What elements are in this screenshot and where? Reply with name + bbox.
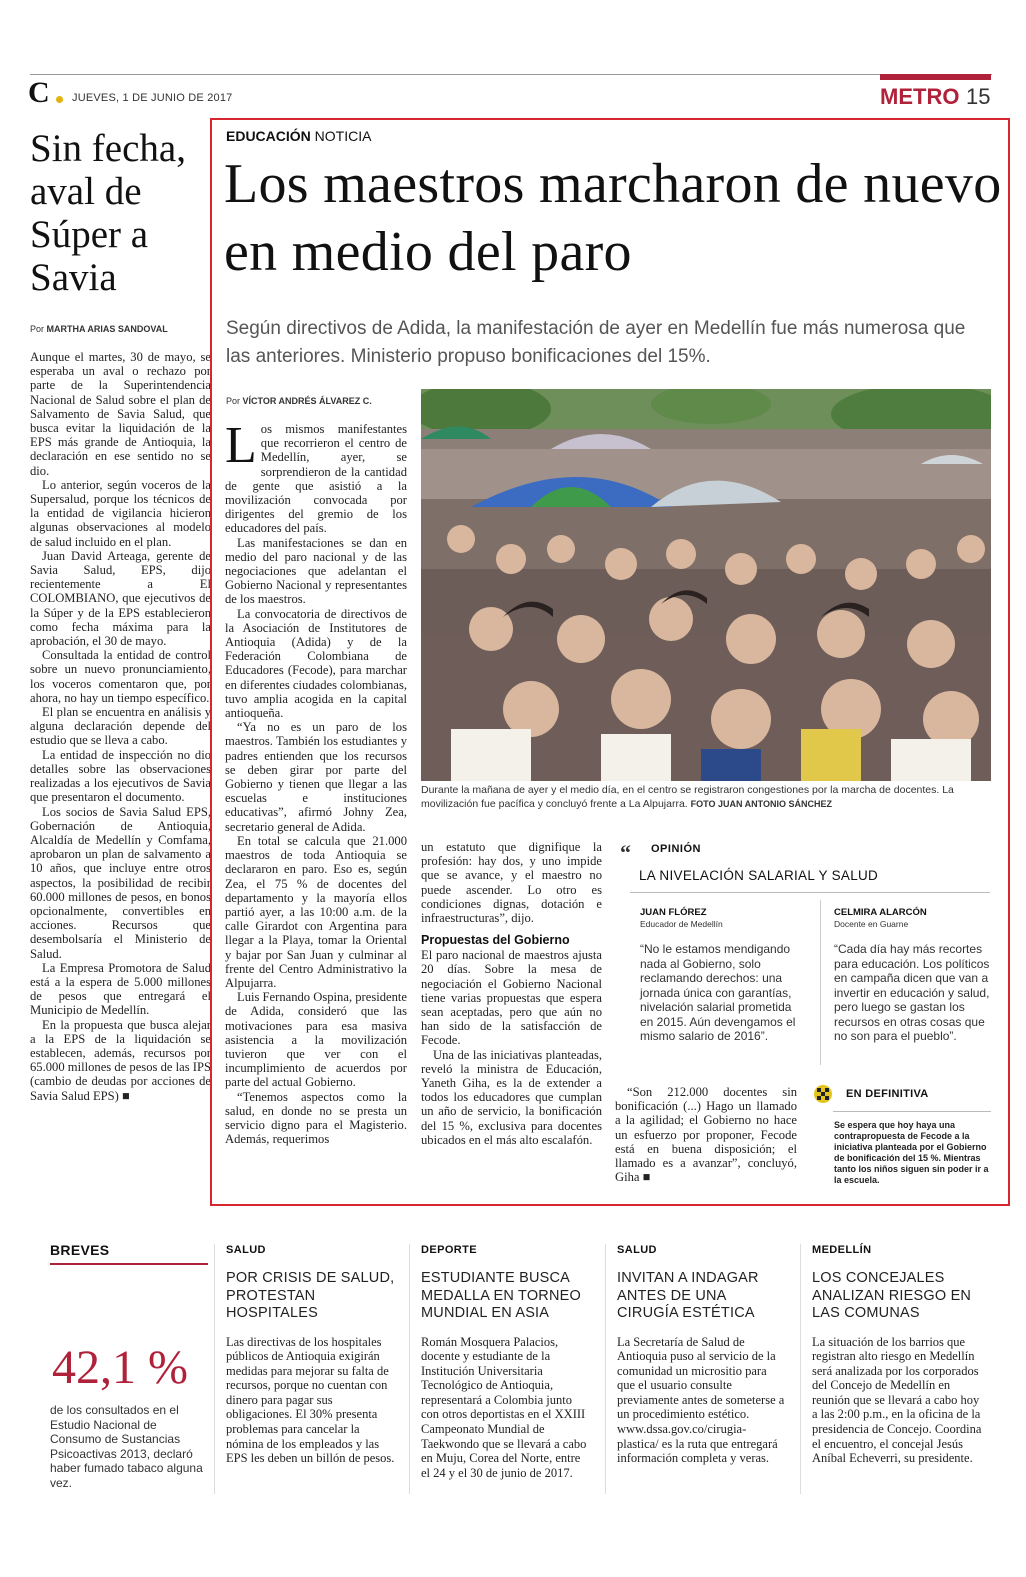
protest-photo [421, 389, 991, 781]
paragraph: “Ya no es un paro de los maestros. También los estudiantes y padres entienden que los recursos se deben girar por parte del Gobierno y tienen que llegar a las escuelas e instituciones educativas”, afirmó Johny Zea, secretario general de Adida. [225, 720, 407, 834]
crowd-image [421, 389, 991, 781]
column-divider [214, 1244, 215, 1494]
paragraph: La Empresa Promotora de Salud está a la espera de 5.000 millones de pesos que entregará el Municipio de Medellín. [30, 960, 211, 1018]
drop-cap: L [225, 417, 257, 474]
brief-section: MEDELLÍN [812, 1244, 872, 1256]
paragraph: En total se calcula que 21.000 maestros de toda Antioquia se declararon en paro. Eso es, según Zea, el 75 % de docentes del departamento y la mayoría ellos partió ayer, a las 10:00 a.m. de la calle Girardot con Argentina para llegar a la Playa, tomar la Oriental y bajar por San Juan y culminar al frente del Centro Administrativo la Alpujarra. [225, 833, 407, 990]
breves-stat-text: de los consultados en el Estudio Nacional de Consumo de Sustancias Psicoactivas 2013, declaró haber fumado tabaco alguna vez. [50, 1403, 203, 1490]
paragraph: un estatuto que dignifique la profesión: hay dos, y uno impide que se avance, y el maestro no puede ascender. Lo otro es condiciones dignas, dotación e infraestructuras”, dijo. [421, 840, 602, 926]
brief-title: INVITAN A INDAGAR ANTES DE UNA CIRUGÍA ESTÉTICA [617, 1270, 759, 1321]
paragraph: Los mismos manifestantes que recorrieron el centro de Medellín, ayer, se sorprendieron de la cantidad de gente que asistió a la movilización convocada por dirigentes del gremio de los educadores del país. [225, 417, 407, 536]
brief-text: Román Mosquera Palacios, docente y estudiante de la Institución Universitaria Tecnológico de Antioquia, representará a Colombia junto con otros deportistas en el XXIII Campeonato Mundial de Taekwondo que se llevará a cabo en Muju, Corea del Norte, entre el 24 y el 30 de junio de 2017. [421, 1334, 587, 1480]
left-article-byline: Por MARTHA ARIAS SANDOVAL [30, 324, 168, 334]
paragraph: La entidad de inspección no dio detalles sobre las observaciones realizadas a los ejecutivos de Savia que presentaron el documento. [30, 747, 211, 805]
logo-dot [56, 96, 63, 103]
column-divider [409, 1244, 410, 1494]
paragraph: Lo anterior, según voceros de la Supersalud, porque los técnicos de la entidad de vigilancia hicieron algunas observaciones al modelo de salud incluido en el plan. [30, 477, 211, 549]
breves-stat: 42,1 % [52, 1341, 188, 1394]
paragraph: En la propuesta que busca alejar a la EPS de la liquidación se establecen, además, recursos por 65.000 millones de pesos de las IPS (cambio de deudas por acciones de Savia Salud EPS) ■ [30, 1017, 211, 1103]
definitiva-rule [833, 1111, 991, 1112]
newspaper-logo: C [28, 76, 50, 109]
brief-item [812, 1244, 982, 1466]
left-article-headline: Sin fecha, aval de Súper a Savia [30, 127, 186, 299]
opinion-author: JUAN FLÓREZ [640, 907, 707, 918]
main-headline: Los maestros marcharon de nuevo en medio del paro [224, 153, 1002, 284]
paragraph: Las manifestaciones se dan en medio del paro nacional y de las negociaciones que adelantan el Gobierno Nacional y representantes de los maestros. [225, 535, 407, 607]
column-divider [800, 1244, 801, 1494]
paragraph: Consultada la entidad de control sobre un nuevo pronunciamiento, los voceros comentaron que, por ahora, no hay un tiempo específico. [30, 648, 211, 705]
brief-text: La Secretaría de Salud de Antioquia puso al servicio de la comunidad un micrositio para que el usuario consulte previamente antes de someterse a un procedimiento estético. www.dssa.gov.co/cirugia-plastica/ es la ruta que entregará información completa y veras. [617, 1334, 785, 1466]
page-number: 15 [966, 84, 991, 109]
paragraph: Juan David Arteaga, gerente de Savia Salud, EPS, dijo recientemente a El COLOMBIANO, que ejecutivos de la Súper y de la EPS establecieron como fecha máxima para la aprobación, el 30 de mayo. [30, 548, 211, 649]
main-byline: Por VÍCTOR ANDRÉS ÁLVAREZ C. [226, 396, 372, 406]
opinion-rule [630, 892, 990, 893]
paragraph: Luis Fernando Ospina, presidente de Adida, consideró que las motivaciones para esa masiva asistencia a la movilización tuvieron que ver con el incumplimiento de acuerdos por parte del actual Gobierno. [225, 990, 407, 1090]
brief-section: DEPORTE [421, 1244, 477, 1256]
paragraph: El plan se encuentra en análisis y alguna declaración depende del estudio que se lleva a cabo. [30, 705, 211, 748]
column-divider [605, 1244, 606, 1494]
brief-section: SALUD [617, 1244, 657, 1256]
brief-title: LOS CONCEJALES ANALIZAN RIESGO EN LAS COMUNAS [812, 1270, 972, 1321]
breves-rule [50, 1263, 208, 1265]
definitiva-label: EN DEFINITIVA [846, 1088, 929, 1100]
article-kicker: EDUCACIÓN NOTICIA [226, 128, 372, 144]
definitiva-text: Se espera que hoy haya una contrapropuesta de Fecode a la iniciativa planteada por el Gobierno de bonificación del 15 %. Mientras tanto los niños siguen sin poder ir a la escuela. [834, 1120, 989, 1185]
brief-title: POR CRISIS DE SALUD, PROTESTAN HOSPITALES [226, 1270, 395, 1321]
opinion-quote: “No le estamos mendigando nada al Gobierno, solo reclamando derechos: una jornada única con garantías, nivelación salarial prometida en 2015. Aún devengamos el mismo salario de 2016”. [640, 942, 796, 1043]
paragraph: “Tenemos aspectos como la salud, en donde no se presta un servicio digno para el Magisterio. Además, requerimos [225, 1089, 407, 1147]
opinion-quote: “Cada día hay más recortes para educación. Los políticos en campaña dicen que van a invertir en educación y salud, pero luego se gastan los recursos en otras cosas que no son para el pueblo”. [834, 942, 990, 1043]
brief-item [421, 1244, 591, 1480]
paragraph: Los socios de Savia Salud EPS, Gobernación de Antioquia, Alcaldía de Medellín y Comfama, aprobaron un plan de salvamento a 10 años, que incluye entre otros aspectos, la posibilidad de recibir 60.000 millones de pesos, en bonos opcionalmente, convertibles en acciones. Recursos que desembolsaría el Ministerio de Salud. [30, 804, 211, 961]
brief-title: ESTUDIANTE BUSCA MEDALLA EN TORNEO MUNDIAL EN ASIA [421, 1270, 581, 1321]
brief-item [617, 1244, 787, 1466]
opinion-role: Docente en Guarne [834, 919, 909, 929]
header-rule [30, 74, 992, 75]
main-column-3 [615, 1085, 797, 1184]
main-column-2 [421, 840, 602, 1147]
photo-caption: Durante la mañana de ayer y el medio día, en el centro se registraron congestiones por la marcha de docentes. La movilización fue pacífica y concluyó frente a La Alpujarra. FOTO JUAN ANTONIO SÁNCHEZ [421, 784, 954, 810]
opinion-divider [820, 900, 821, 1065]
opinion-author: CELMIRA ALARCÓN [834, 907, 927, 918]
paragraph: Una de las iniciativas planteadas, reveló la ministra de Educación, Yaneth Giha, es la de extender a todos los educadores que cumplan un año de servicio, la bonificación del 15 %, exclusiva para docentes ubicados en el más alto escalafón. [421, 1047, 602, 1147]
brief-item [226, 1244, 396, 1466]
opinion-role: Educador de Medellín [640, 919, 723, 929]
paragraph: La convocatoria de directivos de la Asociación de Institutores de Antioquia (Adida) y de la Federación Colombiana de Educadores (Fecode), para marchar en diferentes ciudades colombianas, tuvo amplia acogida en la capital antioqueña. [225, 606, 407, 721]
definitiva-icon [813, 1084, 833, 1104]
brief-text: La situación de los barrios que registran alto riesgo en Medellín será analizada por los corporados del Concejo de Medellín en reunión que se llevará a cabo hoy a las 2:00 p.m., en la oficina de la presidencia de Concejo. Coordina el encuentro, el concejal Jesús Aníbal Echeverri, su presidente. [812, 1334, 982, 1466]
paragraph: “Son 212.000 docentes sin bonificación (...) Hago un llamado a la agilidad; el Gobierno no hace un esfuerzo por proponer, Fecode está en buena disposición; el llamado es a avanzar”, concluyó, Giha ■ [615, 1085, 797, 1185]
article-deck: Según directivos de Adida, la manifestación de ayer en Medellín fue más numerosa que las anteriores. Ministerio propuso bonificaciones del 15%. [226, 318, 966, 367]
brief-text: Las directivas de los hospitales públicos de Antioquia exigirán medidas para mejorar su falta de recursos, porque no cuentan con dinero para pagar sus obligaciones. El 30% presenta problemas para cancelar la nómina de los empleados y las EPS les deben un billón de pesos. [226, 1334, 395, 1466]
section-name: METRO [880, 84, 960, 109]
quote-icon: “ [620, 840, 631, 865]
paragraph: El paro nacional de maestros ajusta 20 días. Sobre la mesa de negociación el Gobierno Nacional tiene varias propuestas que espera sean aceptadas, pero que aún no han sido de la satisfacción de Fecode. [421, 948, 602, 1048]
paragraph: Aunque el martes, 30 de mayo, se esperaba un aval o rechazo por parte de la Superintendencia Nacional de Salud sobre el plan de Salvamento de Savia Salud, que busca evitar la liquidación de la EPS más grande de Antioquia, la declaración en ese sentido no se dio. [30, 350, 211, 478]
issue-date: JUEVES, 1 DE JUNIO DE 2017 [72, 92, 233, 104]
opinion-title: LA NIVELACIÓN SALARIAL Y SALUD [639, 868, 879, 883]
section-bar [880, 74, 991, 80]
left-article-body [30, 350, 211, 1103]
brief-section: SALUD [226, 1244, 266, 1256]
photo-credit: FOTO JUAN ANTONIO SÁNCHEZ [690, 798, 832, 809]
opinion-label: OPINIÓN [651, 843, 701, 855]
breves-label: BREVES [50, 1242, 110, 1258]
subheading: Propuestas del Gobierno [421, 933, 570, 948]
main-column-1 [225, 417, 407, 1147]
